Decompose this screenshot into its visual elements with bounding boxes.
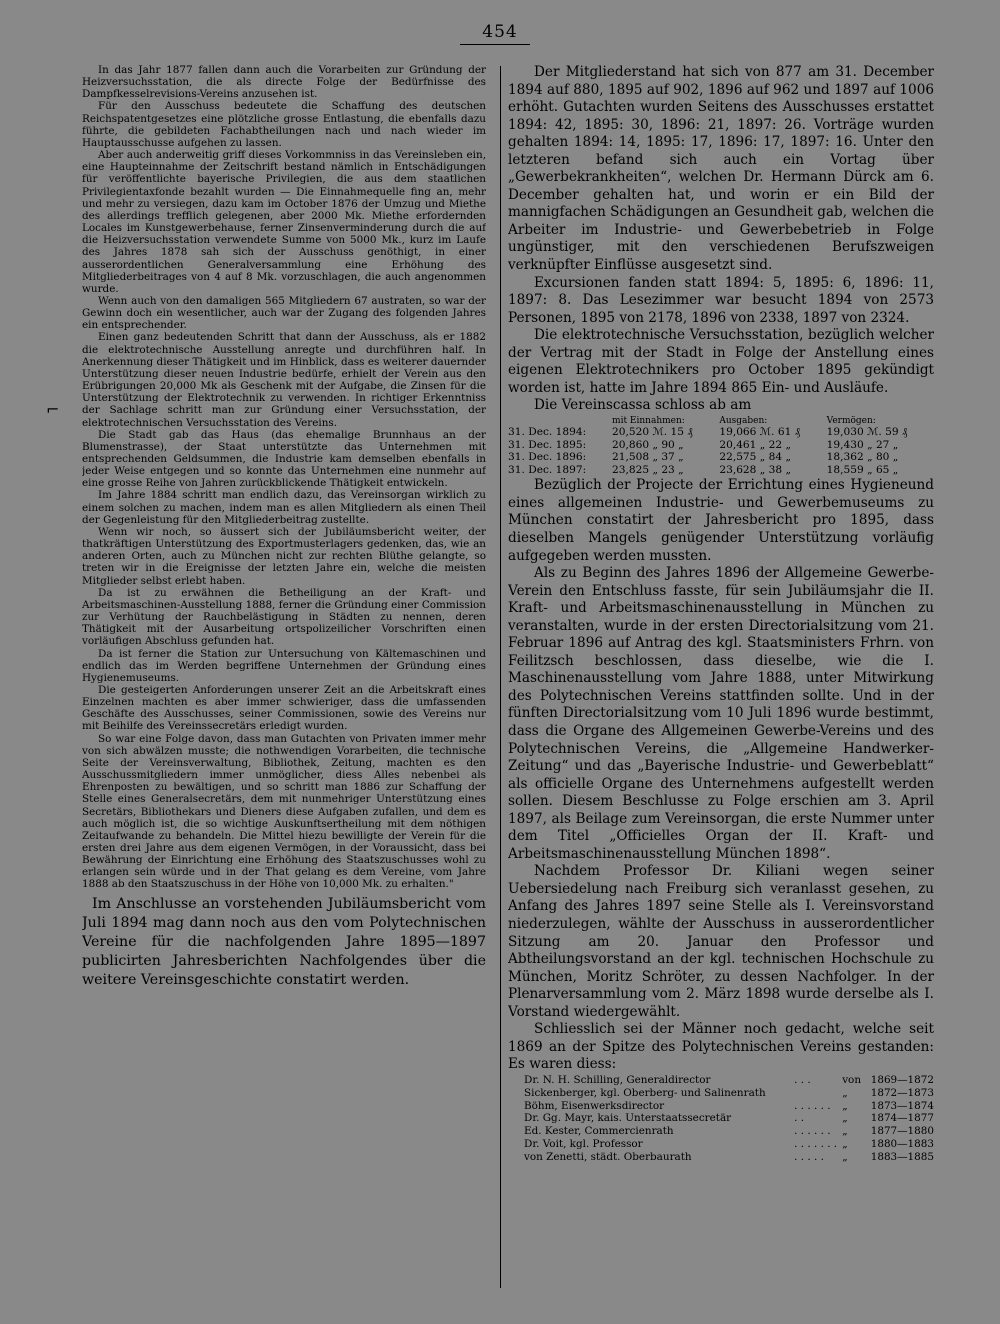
page-number: 454 — [482, 22, 518, 42]
paragraph: Einen ganz bedeutenden Schritt that dann der Ausschuss, als er 1882 die elektrotechnische Ausstellung anregte und durchführen half. In Anerkennung dieser Thätigkeit und im Hinblick, dass es weiterer dauernder Unterstützung dieser neuen Industrie bedürfe, erhielt der Verein aus den Erübrigungen 20,000 Mk als Geschenk mit der Aufgabe, die Zinsen für die Unterstützung der Elektrotechnik zu verwenden. In richtiger Erkenntniss der Sachlage schritt man zur Gründung einer Versuchsstation, der elektrotechnischen Versuchsstation des Vereins. — [82, 331, 486, 429]
leader-dots: . . . . . . . — [794, 1137, 838, 1150]
table-header: mit Einnahmen: — [612, 415, 685, 426]
presidents-list — [524, 1074, 934, 1164]
president-name: Böhm, Eisenwerksdirector — [524, 1099, 665, 1112]
year-prefix: „ — [842, 1112, 848, 1125]
left-column — [82, 64, 486, 1294]
table-row — [508, 426, 934, 439]
term-years: 1872—1873 — [870, 1086, 934, 1099]
paragraph: Die Stadt gab das Haus (das ehemalige Brunnhaus an der Blumenstrasse), der Staat unterstützte das Unternehmen mit entsprechenden Geldsummen, die Industrie kam demselben ebenfalls in jeder Weise entgegen und so konnte das Unternehmen eine nunmehr auf eine grosse Reihe von Jahren zurückblickende Thätigkeit entwickeln. — [82, 428, 486, 490]
president-name: Dr. Gg. Mayr, kais. Unterstaatssecretär — [524, 1112, 732, 1125]
paragraph: Nachdem Professor Dr. Kiliani wegen seiner Uebersiedelung nach Freiburg sich veranlasst gesehen, zu Anfang des Jahres 1897 seine Stelle als I. Vereinsvorstand niederzulegen, wählte der Ausschuss in ausserordentlicher Sitzung am 20. Januar den Professor und Abtheilungsvorstand an der kgl. technischen Hochschule zu München, Moritz Schröter, zu dessen Nachfolger. In der Plenarversammlung vom 2. März 1898 wurde derselbe als I. Vorstand wiedergewählt. — [508, 863, 934, 1020]
date-cell: 31. Dec. 1894: — [508, 425, 587, 438]
paragraph: In das Jahr 1877 fallen dann auch die Vorarbeiten zur Gründung der Heizversuchsstation, die als directe Folge der Bedürfnisse des Dampfkesselrevisions-Vereins anzusehen ist. — [82, 64, 486, 101]
list-item — [524, 1151, 934, 1164]
expense-cell: 20,461 „ 22 „ — [719, 438, 791, 451]
table-header: Vermögen: — [826, 415, 876, 426]
president-name: Sickenberger, kgl. Oberberg- und Salinenrath — [524, 1086, 766, 1099]
paragraph: Wenn auch von den damaligen 565 Mitgliedern 67 austraten, so war der Gewinn doch ein wesentlicher, auch war der Zugang des folgenden Jahres ein entsprechender. — [82, 294, 486, 332]
table-row — [508, 451, 934, 464]
year-prefix: „ — [842, 1150, 848, 1163]
table-header: Ausgaben: — [719, 415, 768, 426]
leader-dots: . . . . . — [794, 1150, 824, 1163]
cassa-header-row — [508, 416, 934, 426]
year-prefix: „ — [842, 1099, 848, 1112]
paragraph: Für den Ausschuss bedeutete die Schaffung des deutschen Reichspatentgesetzes eine plötzliche grosse Entlastung, die ebenfalls dazu führte, die gebildeten Fachabtheilungen nach und nach wieder im Hauptausschusse aufgehen zu lassen. — [82, 100, 486, 149]
header-rule — [460, 44, 530, 45]
paragraph: Excursionen fanden statt 1894: 5, 1895: 6, 1896: 11, 1897: 8. Das Lesezimmer war besucht 1894 von 2573 Personen, 1895 von 2178, 1896 von 2338, 1897 von 2324. — [508, 274, 934, 326]
table-row — [508, 464, 934, 477]
paragraph: Die gesteigerten Anforderungen unserer Zeit an die Arbeitskraft eines Einzelnen machten es aber immer schwieriger, dass die umfassenden Geschäfte des Ausschusses, seiner Commissionen, sowie des Vereins nur mit Beihilfe des Vereinssecretärs erledigt wurden. — [82, 683, 486, 733]
list-item — [524, 1125, 934, 1138]
president-name: Ed. Kester, Commercienrath — [524, 1125, 674, 1138]
assets-cell: 19,430 „ 27 „ — [826, 438, 899, 451]
term-years: 1877—1880 — [870, 1125, 934, 1138]
term-years: 1874—1877 — [870, 1112, 934, 1125]
income-cell: 20,520 ℳ. 15 ₰ — [612, 425, 693, 438]
leader-dots: . . . — [794, 1073, 811, 1086]
list-item — [524, 1112, 934, 1125]
annual-report-text — [508, 64, 934, 415]
paragraph: Wenn wir noch, so äussert sich der Jubiläumsbericht weiter, der thatkräftigen Unterstützung des Exportmusterlagers gedenken, das, wie an anderen Orten, auch zu München nicht zur rechten Blüthe gelangte, so treten wir in die Ereignisse der letzten Jahre ein, welche die meisten Mitglieder selbst erlebt haben. — [82, 525, 486, 587]
closing-paragraph: Im Anschlusse an vorstehenden Jubiläumsbericht vom Juli 1894 mag dann noch aus den vom Polytechnischen Vereine für die nachfolgenden Jahre 1895—1897 publicirten Jahresberichten Nachfolgendes über die weitere Vereinsgeschichte constatirt werden. — [82, 895, 486, 989]
paragraph: Bezüglich der Projecte der Errichtung eines Hygieneund eines allgemeinen Industrie- und Gewerbemuseums zu München constatirt der Jahresbericht pro 1895, dass dieselben Mangels genügender Unterstützung vorläufig aufgegeben werden mussten. — [508, 477, 934, 564]
margin-mark: ⌐ — [46, 400, 60, 419]
president-name: Dr. N. H. Schilling, Generaldirector — [524, 1073, 711, 1086]
expense-cell: 22,575 „ 84 „ — [719, 451, 791, 464]
expense-cell: 19,066 ℳ. 61 ₰ — [719, 425, 800, 438]
paragraph: Schliesslich sei der Männer noch gedacht, welche seit 1869 an der Spitze des Polytechnischen Vereins gestanden: Es waren diess: — [508, 1021, 934, 1073]
year-prefix: „ — [842, 1125, 848, 1138]
paragraph: Da ist zu erwähnen die Betheiligung an der Kraft- und Arbeitsmaschinen-Ausstellung 1888, ferner die Gründung einer Commission zur Verhütung der Rauchbelästigung in Städten zu nennen, deren Thätigkeit mit der Ausarbeitung ortspolizeilicher Vorschriften einen vorläufigen Abschluss gefunden hat. — [82, 586, 486, 648]
cassa-table — [508, 416, 934, 476]
date-cell: 31. Dec. 1897: — [508, 463, 587, 476]
table-header — [508, 416, 612, 426]
assets-cell: 18,362 „ 80 „ — [826, 451, 899, 464]
table-row — [508, 439, 934, 452]
paragraph: Die Vereinscassa schloss ab am — [534, 397, 752, 414]
term-years: 1880—1883 — [870, 1137, 934, 1150]
list-item — [524, 1100, 934, 1113]
year-prefix: „ — [842, 1137, 848, 1150]
column-divider — [500, 66, 501, 1288]
annual-report-text-continued — [508, 477, 934, 1074]
paragraph: Im Jahre 1884 schritt man endlich dazu, das Vereinsorgan wirklich zu einem solchen zu machen, indem man es allen Mitgliedern als einen Theil der Gegenleistung für den Mitgliederbeitrag zustellte. — [82, 489, 486, 526]
leader-dots: . . . . . . — [794, 1125, 831, 1138]
date-cell: 31. Dec. 1895: — [508, 438, 587, 451]
president-name: Dr. Voit, kgl. Professor — [524, 1137, 643, 1150]
expense-cell: 23,628 „ 38 „ — [719, 463, 791, 476]
leader-dots: . . . . . . — [794, 1099, 831, 1112]
paragraph: So war eine Folge davon, dass man Gutachten von Privaten immer mehr von sich abwälzen musste; die nothwendigen Vorarbeiten, die technische Seite der Vereinsverwaltung, Bibliothek, Zeitung, machten es den Ausschussmitgliedern immer unmöglicher, diess Alles nebenbei als Ehrenposten zu bewältigen, und so schritt man 1886 zur Schaffung der Stelle eines Generalsecretärs, dem mit nunmehriger Unterstützung eines Secretärs, Bibliothekars und Dieners diese Aufgaben zufallen, und dem es auch möglich ist, die so wichtige Auskunftsertheilung mit dem nöthigen Zeitaufwande zu behandeln. Die Mittel hiezu bewilligte der Verein für die ersten drei Jahre aus dem eigenen Vermögen, in der Voraussicht, dass bei Bewährung der Einrichtung eine Erhöhung des Staatszuschusses wohl zu erlangen sein würde und in der That gelang es dem Vereine, vom Jahre 1888 ab den Staatszuschuss in der Höhe von 10,000 Mk. zu erhalten." — [82, 732, 486, 891]
leader-dots — [794, 1087, 842, 1100]
paragraph: Die elektrotechnische Versuchsstation, bezüglich welcher der Vertrag mit der Stadt in Folge der Anstellung eines eigenen Elektrotechnikers pro October 1895 gekündigt worden ist, hatte im Jahre 1894 865 Ein- und Ausläufe. — [508, 327, 934, 396]
list-item — [524, 1074, 934, 1087]
income-cell: 23,825 „ 23 „ — [612, 463, 684, 476]
year-prefix: „ — [842, 1086, 848, 1099]
assets-cell: 18,559 „ 65 „ — [826, 463, 899, 476]
president-name: von Zenetti, städt. Oberbaurath — [524, 1150, 692, 1163]
leader-dots: . . — [794, 1112, 805, 1125]
term-years: 1873—1874 — [870, 1099, 934, 1112]
year-prefix: von — [842, 1073, 862, 1086]
term-years: 1883—1885 — [870, 1150, 934, 1163]
list-item — [524, 1138, 934, 1151]
income-cell: 20,860 „ 90 „ — [612, 438, 684, 451]
right-column — [508, 64, 934, 1294]
assets-cell: 19,030 ℳ. 59 ₰ — [826, 425, 908, 438]
list-item — [524, 1087, 934, 1100]
paragraph: Da ist ferner die Station zur Untersuchung von Kältemaschinen und endlich das im Werden begriffene Unternehmen der Gründung eines Hygienemuseums. — [82, 647, 486, 684]
income-cell: 21,508 „ 37 „ — [612, 451, 684, 464]
paragraph: Der Mitgliederstand hat sich von 877 am 31. December 1894 auf 880, 1895 auf 902, 1896 auf 962 und 1897 auf 1006 erhöht. Gutachten wurden Seitens des Ausschusses erstattet 1894: 42, 1895: 30, 1896: 21, 1897: 26. Vorträge wurden gehalten 1894: 14, 1895: 17, 1896: 17, 1897: 16. Unter den letzteren befand sich auch ein Vortag über „Gewerbekrankheiten“, welchen Dr. Hermann Dürck am 6. December gehalten hat, und worin er ein Bild der mannigfachen Schädigungen an Gesundheit gab, welchen die Arbeiter im Industrie- und Gewerbebetrieb in Folge ungünstiger, mit den verschiedenen Berufszweigen verknüpfter Einflüsse ausgesetzt sind. — [508, 64, 934, 274]
closing-section — [82, 895, 486, 991]
jubilee-report-quote — [82, 64, 486, 891]
paragraph: Als zu Beginn des Jahres 1896 der Allgemeine Gewerbe-Verein den Entschluss fasste, für sein Jubiläumsjahr die II. Kraft- und Arbeitsmaschinenausstellung in München zu veranstalten, wurde in der ersten Directorialsitzung vom 21. Februar 1896 auf Antrag des kgl. Staatsministers Frhrn. von Feilitzsch beschlossen, dass dieselbe, wie die I. Maschinenausstellung vom Jahre 1888, unter Mitwirkung des Polytechnischen Vereins stattfinden sollte. Und in der fünften Directorialsitzung vom 10 Juli 1896 wurde bestimmt, dass die Organe des Allgemeinen Gewerbe-Vereins und des Polytechnischen Vereins, die „Allgemeine Handwerker-Zeitung“ und das „Bayerische Industrie- und Gewerbeblatt“ als officielle Organe des Unternehmens aufgestellt werden sollen. Diesem Beschlusse zu Folge erschien am 3. April 1897, als Beilage zum Vereinsorgan, die erste Nummer unter dem Titel „Officielles Organ der II. Kraft- und Arbeitsmaschinenausstellung München 1898“. — [508, 565, 934, 862]
term-years: 1869—1872 — [870, 1073, 934, 1086]
date-cell: 31. Dec. 1896: — [508, 451, 587, 464]
paragraph: Aber auch anderweitig griff dieses Vorkommniss in das Vereinsleben ein, eine Haupteinnahme der Zeitschrift bestand nämlich in Entschädigungen für veröffentlichte bayerische Privilegien, die aus dem staatlichen Privilegientaxfonde bezahlt wurden — Die Einnahmequelle fing an, mehr und mehr zu versiegen, dazu kam im October 1876 der Umzug und Miethe des allerdings trefflich gelegenen, aber 2000 Mk. Miethe erfordernden Locales im Kunstgewerbehause, ferner Zinsenverminderung durch die auf die Heizversuchsstation verwendete Summe von 5000 Mk., kurz im Laufe des Jahres 1878 sah sich der Ausschuss genöthigt, in einer ausserordentlichen Generalversammlung eine Erhöhung des Mitgliederbeitrages von 4 auf 8 Mk. vorzuschlagen, die auch angenommen wurde. — [82, 149, 486, 295]
